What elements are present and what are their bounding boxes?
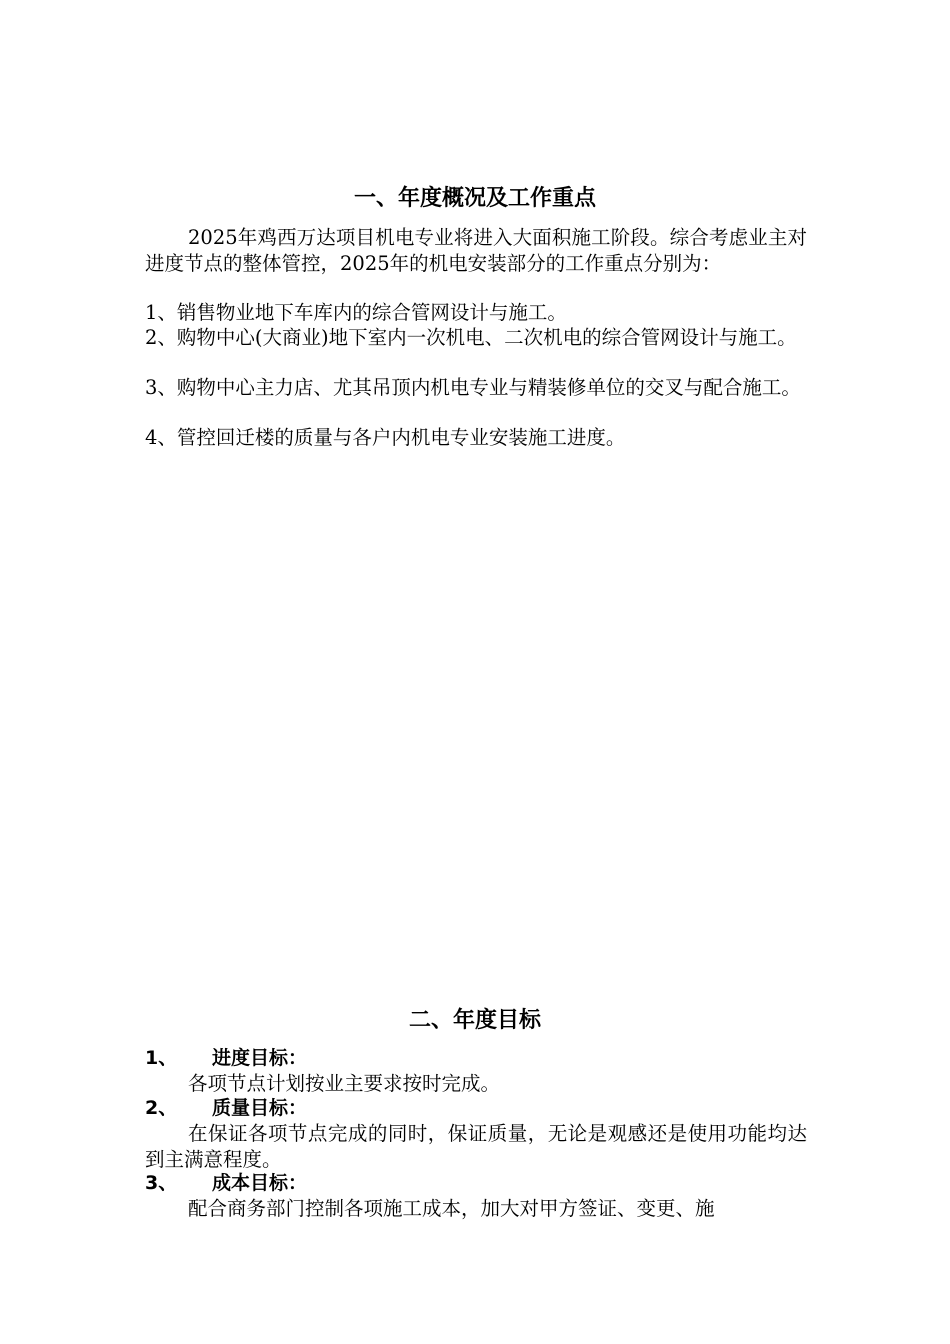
goal-3-label: 成本目标： (212, 1172, 308, 1194)
goal-3-number: 3、 (145, 1172, 178, 1194)
goal-1-heading (145, 1046, 307, 1071)
goal-2-label: 质量目标： (212, 1097, 308, 1119)
goal-1-text: 各项节点计划按业主要求按时完成。 (188, 1072, 501, 1095)
goal-1-label: 进度目标： (212, 1047, 308, 1069)
goal-3-heading (145, 1171, 307, 1196)
section1-item-3: 3、购物中心主力店、尤其吊顶内机电专业与精装修单位的交叉与配合施工。 (145, 376, 801, 399)
section1-intro: 2025年鸡西万达项目机电专业将进入大面积施工阶段。综合考虑业主对进度节点的整体管控，2025年的机电安装部分的工作重点分别为： (145, 226, 807, 275)
goal-2-heading (145, 1096, 307, 1121)
section2-title: 二、年度目标 (408, 1008, 541, 1033)
goal-2-text: 在保证各项节点完成的同时，保证质量，无论是观感还是使用功能均达到主满意程度。 (145, 1122, 807, 1171)
goal-1-number: 1、 (145, 1047, 178, 1069)
section1-title: 一、年度概况及工作重点 (353, 186, 596, 211)
section1-item-2: 2、购物中心(大商业)地下室内一次机电、二次机电的综合管网设计与施工。 (145, 326, 797, 349)
section1-item-4: 4、管控回迁楼的质量与各户内机电专业安装施工进度。 (145, 426, 626, 449)
section1-item-1: 1、销售物业地下车库内的综合管网设计与施工。 (145, 301, 567, 324)
goal-3-text: 配合商务部门控制各项施工成本，加大对甲方签证、变更、施 (188, 1197, 715, 1220)
goal-2-number: 2、 (145, 1097, 178, 1119)
